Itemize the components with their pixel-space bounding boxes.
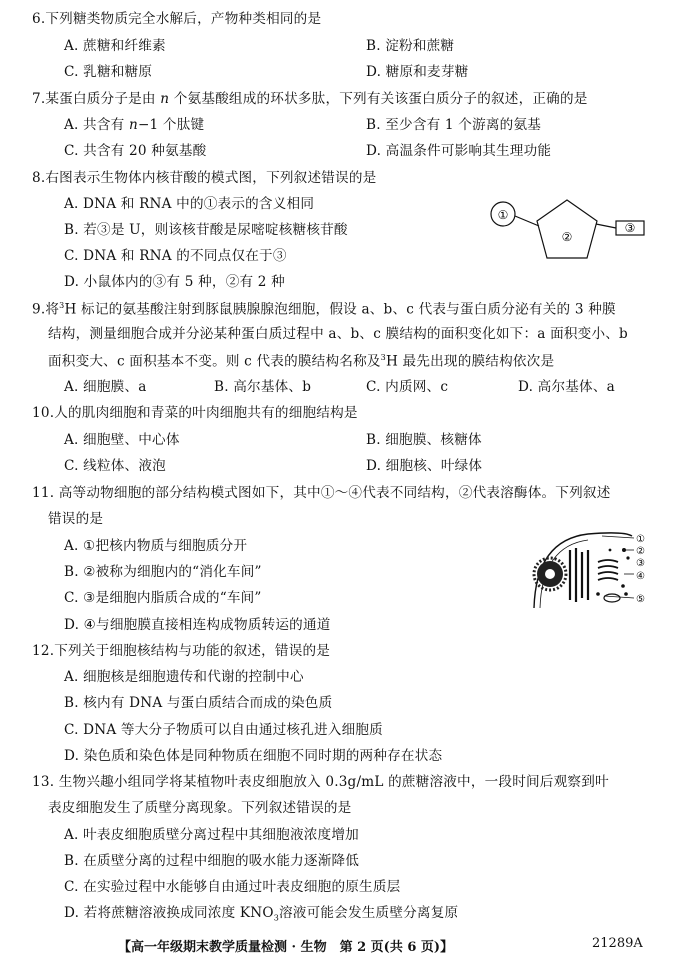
q7-stem: 7.某蛋白质分子是由 n 个氨基酸组成的环状多肽，下列有关该蛋白质分子的叙述，正确的是 xyxy=(32,91,588,107)
q13-line2: 表皮细胞发生了质壁分离现象。下列叙述错误的是 xyxy=(48,800,352,816)
q11-option-c: C. ③是细胞内脂质合成的“车间” xyxy=(64,590,262,606)
q6-option-a: A. 蔗糖和纤维素 xyxy=(64,38,166,54)
cell-label-1: ① xyxy=(636,534,645,545)
q13-option-b: B. 在质壁分离的过程中细胞的吸水能力逐渐降低 xyxy=(64,853,360,869)
q7-option-b: B. 至少含有 1 个游离的氨基 xyxy=(366,117,542,133)
q10-option-c: C. 线粒体、液泡 xyxy=(64,458,166,474)
diagram-label-3: ③ xyxy=(624,221,636,235)
diagram-label-1: ① xyxy=(497,208,509,222)
q8-option-d: D. 小鼠体内的③有 5 种，②有 2 种 xyxy=(64,274,285,290)
cell-label-5: ⑤ xyxy=(636,594,645,605)
q11-line1: 11. 高等动物细胞的部分结构模式图如下，其中①～④代表不同结构，②代表溶酶体。下列叙述 xyxy=(32,485,611,501)
q13-option-c: C. 在实验过程中水能够自由通过叶表皮细胞的原生质层 xyxy=(64,879,401,895)
cell-label-4: ④ xyxy=(636,571,645,582)
q13-option-d: D. 若将蔗糖溶液换成同浓度 $KNO_3$溶液可能会发生质壁分离复原 xyxy=(64,905,459,923)
q13-option-a: A. 叶表皮细胞质壁分离过程中其细胞液浓度增加 xyxy=(64,827,359,843)
q13-line1: 13. 生物兴趣小组同学将某植物叶表皮细胞放入 0.3g/mL 的蔗糖溶液中，一段时间后观察到叶 xyxy=(32,774,609,790)
q11-option-b: B. ②被称为细胞内的“消化车间” xyxy=(64,564,262,580)
q9-line2: 结构，测量细胞合成并分泌某种蛋白质过程中 a、b、c 膜结构的面积变化如下：a 面积变小、b xyxy=(48,326,628,342)
q9-option-d: D. 高尔基体、a xyxy=(518,379,615,395)
q12-option-b: B. 核内有 DNA 与蛋白质结合而成的染色质 xyxy=(64,695,333,711)
q11-line2: 错误的是 xyxy=(48,511,104,527)
q11-option-d: D. ④与细胞膜直接相连构成物质转运的通道 xyxy=(64,617,331,633)
q6-option-d: D. 糖原和麦芽糖 xyxy=(366,64,469,80)
q7-option-a: A. 共含有 n−1 个肽键 xyxy=(64,117,205,133)
page-footer-title: 【高一年级期末教学质量检测 · 生物 第 2 页(共 6 页)】 xyxy=(118,940,454,955)
q12-option-d: D. 染色质和染色体是同种物质在细胞不同时期的两种存在状态 xyxy=(64,748,443,764)
nucleotide-diagram xyxy=(486,194,652,272)
q9-option-c: C. 内质网、c xyxy=(366,379,449,395)
q12-stem: 12.下列关于细胞核结构与功能的叙述，错误的是 xyxy=(32,643,331,659)
q9-line3: 面积变大、c 面积基本不变。则 c 代表的膜结构名称及$^3$H 最先出现的膜结构依次是 xyxy=(48,353,555,370)
q9-line1: 9.将$^3$H 标记的氨基酸注射到豚鼠胰腺腺泡细胞，假设 a、b、c 代表与蛋白质分泌有关的 3 种膜 xyxy=(32,301,616,318)
cell-label-3: ③ xyxy=(636,558,645,569)
q6-option-b: B. 淀粉和蔗糖 xyxy=(366,38,455,54)
q7-option-c: C. 共含有 20 种氨基酸 xyxy=(64,143,207,159)
q10-stem: 10.人的肌肉细胞和青菜的叶肉细胞共有的细胞结构是 xyxy=(32,405,358,421)
diagram-label-2: ② xyxy=(561,230,573,244)
q10-option-d: D. 细胞核、叶绿体 xyxy=(366,458,483,474)
q7-option-d: D. 高温条件可影响其生理功能 xyxy=(366,143,552,159)
q12-option-c: C. DNA 等大分子物质可以自由通过核孔进入细胞质 xyxy=(64,722,383,738)
q8-option-c: C. DNA 和 RNA 的不同点仅在于③ xyxy=(64,248,287,264)
q9-option-b: B. 高尔基体、b xyxy=(214,379,312,395)
page-footer-code: 21289A xyxy=(592,936,643,951)
q8-option-b: B. 若③是 U，则该核苷酸是尿嘧啶核糖核苷酸 xyxy=(64,222,348,238)
cell-structure-diagram xyxy=(528,528,658,610)
q8-option-a: A. DNA 和 RNA 中的①表示的含义相同 xyxy=(64,196,315,212)
q10-option-a: A. 细胞壁、中心体 xyxy=(64,432,180,448)
q12-option-a: A. 细胞核是细胞遗传和代谢的控制中心 xyxy=(64,669,304,685)
q6-option-c: C. 乳糖和糖原 xyxy=(64,64,153,80)
q9-option-a: A. 细胞膜、a xyxy=(64,379,147,395)
q11-option-a: A. ①把核内物质与细胞质分开 xyxy=(64,538,248,554)
q8-stem: 8.右图表示生物体内核苷酸的模式图，下列叙述错误的是 xyxy=(32,170,377,186)
cell-label-2: ② xyxy=(636,546,645,557)
q10-option-b: B. 细胞膜、核糖体 xyxy=(366,432,482,448)
q6-stem: 6.下列糖类物质完全水解后，产物种类相同的是 xyxy=(32,11,322,27)
